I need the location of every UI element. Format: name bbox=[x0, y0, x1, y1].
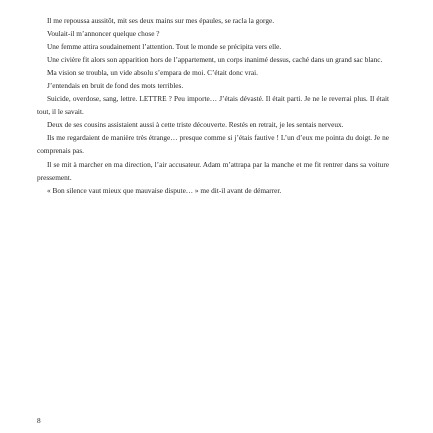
paragraph: Deux de ses cousins assistaient aussi à cette triste découverte. Restés en retrait, je les sentais nerveux. bbox=[47, 120, 344, 130]
paragraph: Il se mit à marcher en ma direction, l’air accusateur. Adam m’attrapa par la manche et me fit rentrer dans sa voiture pressement. bbox=[37, 159, 389, 182]
paragraph: Ma vision se troubla, un vide absolu s’empara de moi. C’était donc vrai. bbox=[47, 68, 258, 78]
paragraph: Il me repoussa aussitôt, mit ses deux mains sur mes épaules, se racla la gorge. bbox=[47, 16, 275, 25]
paragraph: Une civière fit alors son apparition hors de l’appartement, un corps inanimé dessus, caché dans un grand sac blanc. bbox=[47, 55, 383, 65]
paragraph: J’entendais en bruit de fond des mots terribles. bbox=[47, 81, 184, 91]
page-number: 8 bbox=[37, 416, 41, 425]
paragraph: Ils me regardaient de manière très étrange… presque comme si j’étais fautive ! L’un d’eux me pointa du doigt. Je ne comprenais pas. bbox=[37, 133, 389, 156]
paragraph: Voulait-il m’annoncer quelque chose ? bbox=[47, 29, 160, 39]
paragraph: Suicide, overdose, sang, lettre. LETTRE ? Peu importe… J’étais dévasté. Il était parti. Je ne le reverrai plus. Il était tout, il le savait. bbox=[37, 94, 389, 117]
paragraph: « Bon silence vaut mieux que mauvaise dispute… » me dit-il avant de démarrer. bbox=[47, 185, 282, 195]
body-text bbox=[37, 14, 389, 197]
paragraph: Une femme attira soudainement l’attention. Tout le monde se précipita vers elle. bbox=[47, 42, 282, 52]
